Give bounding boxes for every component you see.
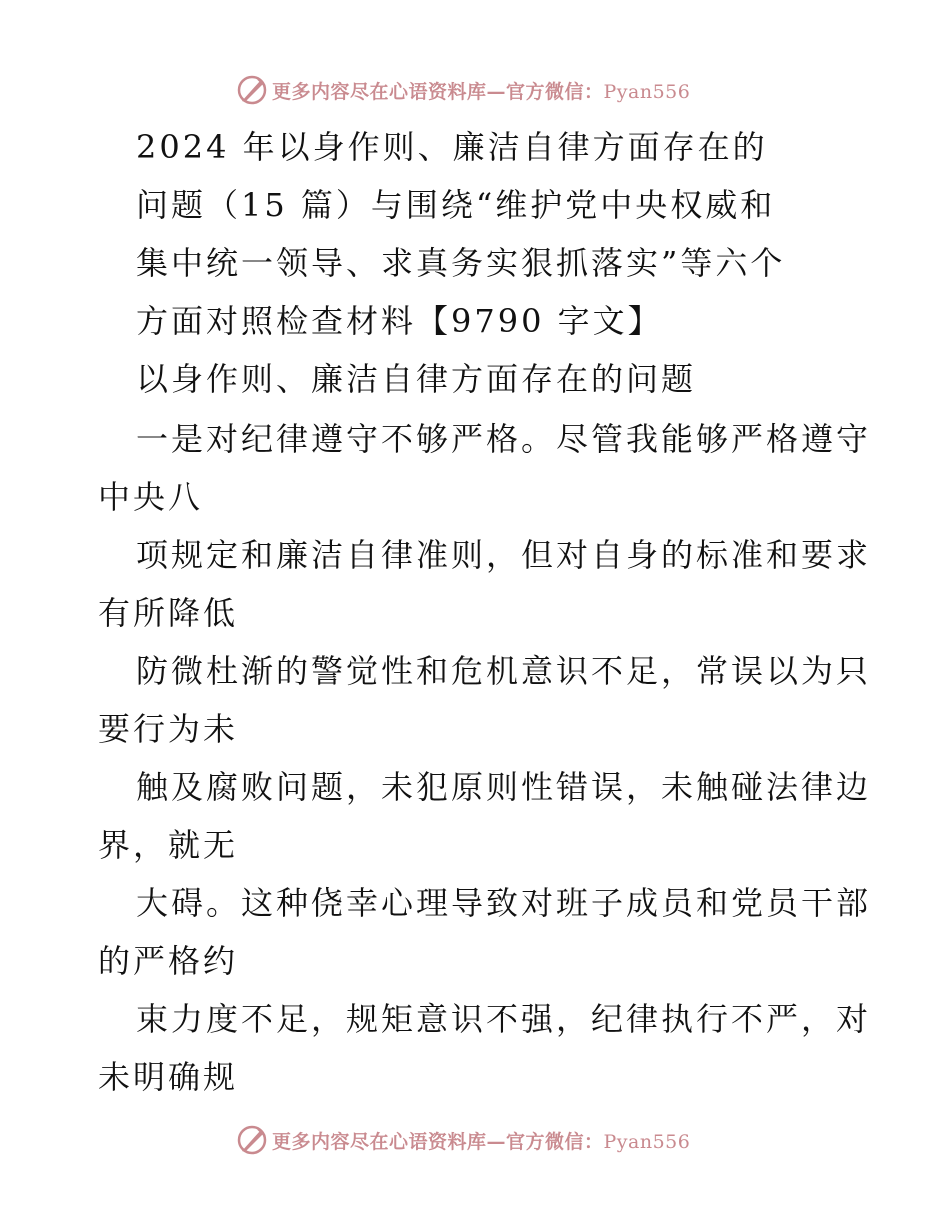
body-line: 要行为未: [98, 710, 239, 748]
header-watermark: [236, 74, 690, 106]
title-line-1: 2024 年以身作则、廉洁自律方面存在的: [136, 128, 768, 166]
body-line: 界，就无: [98, 826, 239, 864]
body-line: 中央八: [98, 478, 204, 516]
body-line: 触及腐败问题，未犯原则性错误，未触碰法律边: [136, 768, 872, 806]
body-line: 防微杜渐的警觉性和危机意识不足，常误以为只: [136, 652, 872, 690]
quill-pen-logo-icon: [236, 74, 268, 106]
title-line-4: 方面对照检查材料【9790 字文】: [136, 302, 663, 340]
title-line-3: 集中统一领导、求真务实狠抓落实”等六个: [136, 244, 786, 282]
watermark-text: 更多内容尽在心语资料库—官方微信：Pyan556: [272, 80, 691, 103]
body-line: 束力度不足，规矩意识不强，纪律执行不严，对: [136, 1000, 872, 1038]
footer-watermark: [236, 1124, 690, 1156]
body-line: 的严格约: [98, 942, 239, 980]
section-heading: 以身作则、廉洁自律方面存在的问题: [136, 360, 697, 398]
title-line-2: 问题（15 篇）与围绕“维护党中央权威和: [136, 186, 776, 224]
body-line: 一是对纪律遵守不够严格。尽管我能够严格遵守: [136, 420, 872, 458]
quill-pen-logo-icon: [236, 1124, 268, 1156]
body-line: 有所降低: [98, 594, 239, 632]
body-line: 大碍。这种侥幸心理导致对班子成员和党员干部: [136, 884, 872, 922]
body-line: 未明确规: [98, 1058, 239, 1096]
watermark-text: 更多内容尽在心语资料库—官方微信：Pyan556: [272, 1130, 691, 1153]
body-line: 项规定和廉洁自律准则，但对自身的标准和要求: [136, 536, 872, 574]
